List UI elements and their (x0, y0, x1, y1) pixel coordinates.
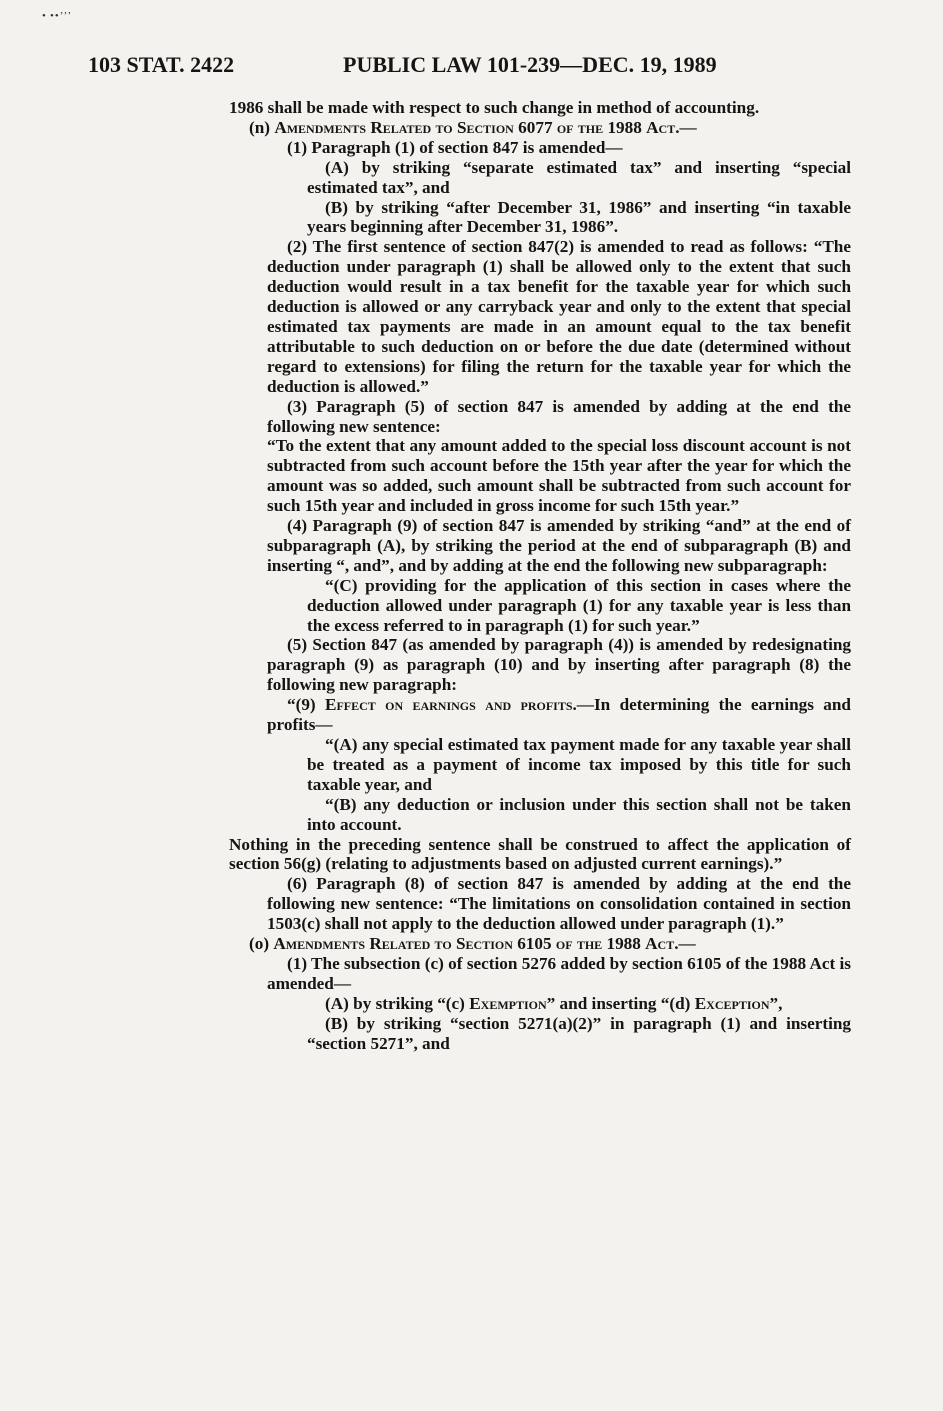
subparagraph-n1B: (B) by striking “after December 31, 1986” and inserting “in taxable years beginning after December 31, 1986”. (307, 197, 851, 237)
subsection-o-heading: (o) Amendments Related to Section 6105 of the 1988 Act.— (249, 934, 696, 954)
subsection-n-heading: (n) Amendments Related to Section 6077 of the 1988 Act.— (249, 117, 697, 137)
paragraph-n3: (3) Paragraph (5) of section 847 is amended by adding at the end the following new sentence: (267, 396, 851, 436)
paragraph-n6: (6) Paragraph (8) of section 847 is amended by adding at the end the following new sentence: “The limitations on consolidation contained in section 1503(c) shall not apply to the deduction allowed under paragraph (1).” (267, 874, 851, 934)
paragraph-continuation: 1986 shall be made with respect to such change in method of accounting. (229, 98, 760, 117)
corner-scan-mark: • ••’’’ (42, 10, 73, 22)
quoted-subparagraph-5A: “(A) any special estimated tax payment made for any taxable year shall be treated as a payment of income tax imposed by this title for such taxable year, and (307, 735, 851, 794)
quoted-paragraph-9: “(9) Effect on earnings and profits.—In determining the earnings and profits— (267, 695, 851, 735)
paragraph-n1: (1) Paragraph (1) of section 847 is amended— (287, 137, 623, 157)
subparagraph-o1B: (B) by striking “section 5271(a)(2)” in paragraph (1) and inserting “section 5271”, and (307, 1013, 851, 1053)
subparagraph-n1A: (A) by striking “separate estimated tax” and inserting “special estimated tax”, and (307, 157, 851, 197)
law-title: PUBLIC LAW 101-239—DEC. 19, 1989 (343, 52, 717, 77)
quoted-subparagraph-5B: “(B) any deduction or inclusion under this section shall not be taken into account. (307, 794, 851, 834)
nothing-sentence: Nothing in the preceding sentence shall be construed to affect the application of section 56(g) (relating to adjustments based on adjusted current earnings).” (229, 834, 851, 874)
quoted-sentence-n3: “To the extent that any amount added to the special loss discount account is not subtracted from such account before the 15th year after the year for which the amount was so added, such amount shall be subtracted from such account for such 15th year and included in gross income for such 15th year.” (267, 436, 851, 516)
paragraph-o1: (1) The subsection (c) of section 5276 added by section 6105 of the 1988 Act is amended— (267, 953, 851, 993)
quoted-subparagraph-C: “(C) providing for the application of this section in cases where the deduction allowed under paragraph (1) for any taxable year is less than the excess referred to in paragraph (1) for such year.” (307, 575, 851, 635)
subparagraph-o1A: (A) by striking “(c) Exemption” and inserting “(d) Exception”, (325, 993, 783, 1013)
paragraph-n5: (5) Section 847 (as amended by paragraph (4)) is amended by redesignating paragraph (9) as paragraph (10) and by inserting after paragraph (8) the following new paragraph: (267, 635, 851, 695)
paragraph-n2: (2) The first sentence of section 847(2) is amended to read as follows: “The deduction under paragraph (1) shall be allowed only to the extent that such deduction would result in a tax benefit for the taxable year for which such deduction is allowed or any carryback year and only to the extent that special estimated tax payments are made in an amount equal to the tax benefit attributable to such deduction on or before the due date (determined without regard to extensions) for filing the return for the taxable year for which the deduction is allowed.” (267, 237, 851, 396)
document-body (229, 98, 851, 1054)
page-header (88, 52, 768, 82)
page-reference: 103 STAT. 2422 (88, 52, 235, 77)
paragraph-n4: (4) Paragraph (9) of section 847 is amended by striking “and” at the end of subparagraph (A), by striking the period at the end of subparagraph (B) and inserting “, and”, and by adding at the end the following new subparagraph: (267, 516, 851, 575)
